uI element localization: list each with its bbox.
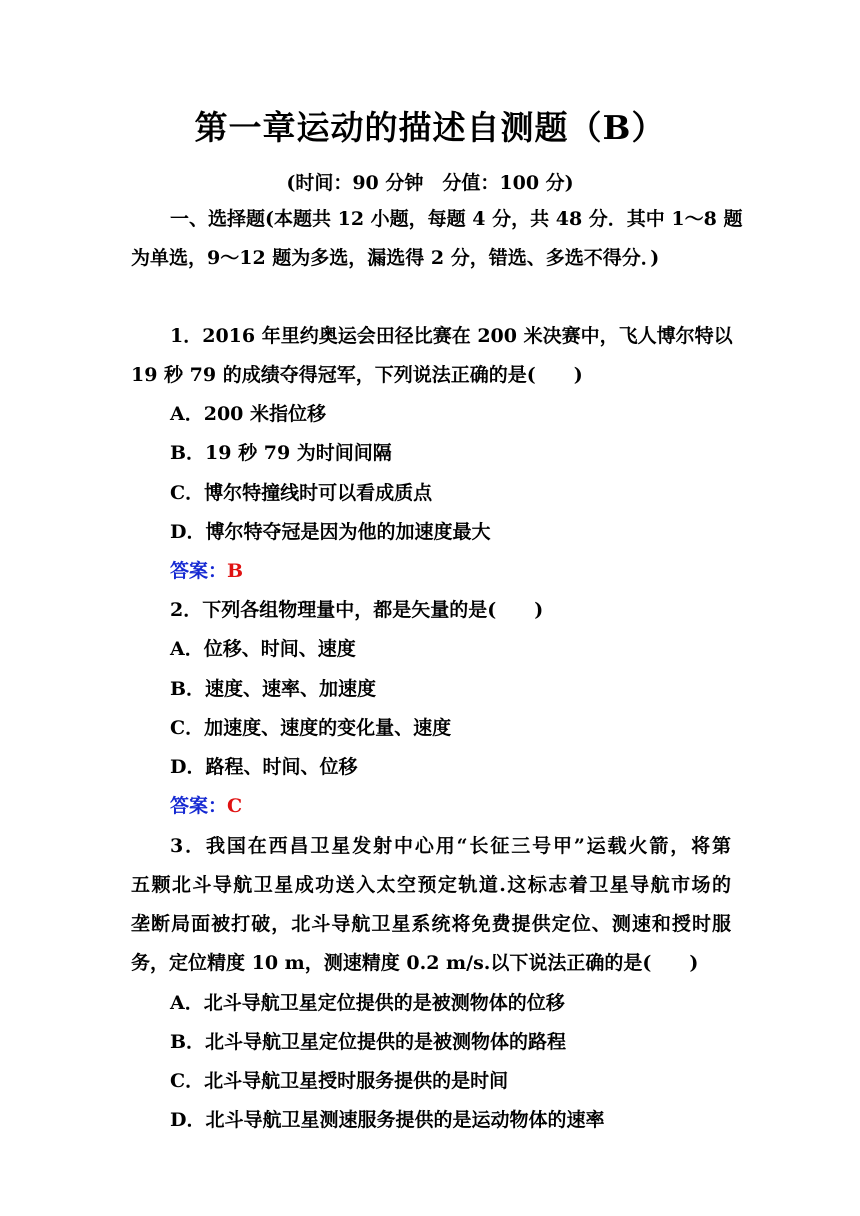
question-2-stem: 2．下列各组物理量中，都是矢量的是( ) bbox=[170, 599, 544, 621]
question-1-option-d: D．博尔特夺冠是因为他的加速度最大 bbox=[170, 521, 491, 543]
question-2-answer bbox=[170, 793, 770, 819]
question-1-stem-line-2: 19 秒 79 的成绩夺得冠军，下列说法正确的是( ) bbox=[131, 364, 583, 386]
question-1-option-b: B．19 秒 79 为时间间隔 bbox=[170, 442, 392, 464]
question-1-stem-line-1: 1．2016 年里约奥运会田径比赛在 200 米决赛中，飞人博尔特以 bbox=[170, 325, 733, 347]
answer-value: B bbox=[227, 560, 244, 582]
section-intro-line-1 bbox=[170, 206, 743, 232]
question-3-option-a: A．北斗导航卫星定位提供的是被测物体的位移 bbox=[170, 992, 565, 1014]
question-3-stem-line-1: 3．我国在西昌卫星发射中心用“长征三号甲”运载火箭，将第 bbox=[170, 835, 731, 857]
answer-value: C bbox=[227, 795, 243, 817]
answer-label: 答案： bbox=[170, 560, 228, 582]
exam-info: (时间：90 分钟 分值：100 分) bbox=[286, 172, 574, 194]
question-1-answer bbox=[170, 558, 770, 584]
page-title: 第一章运动的描述自测题（B） bbox=[194, 108, 666, 147]
question-3-option-d: D．北斗导航卫星测速服务提供的是运动物体的速率 bbox=[170, 1109, 605, 1131]
section-intro-line-2: 为单选，9～12 题为多选，漏选得 2 分，错选、多选不得分．) bbox=[131, 247, 660, 269]
question-2-option-d: D．路程、时间、位移 bbox=[170, 756, 358, 778]
question-2-option-c: C．加速度、速度的变化量、速度 bbox=[170, 717, 452, 739]
question-1-option-a: A．200 米指位移 bbox=[170, 403, 327, 425]
question-3-stem-line-2: 五颗北斗导航卫星成功送入太空预定轨道.这标志着卫星导航市场的 bbox=[131, 874, 731, 896]
question-2-option-b: B．速度、速率、加速度 bbox=[170, 678, 377, 700]
question-3-option-b: B．北斗导航卫星定位提供的是被测物体的路程 bbox=[170, 1031, 567, 1053]
question-1-option-c: C．博尔特撞线时可以看成质点 bbox=[170, 482, 433, 504]
question-3-option-c: C．北斗导航卫星授时服务提供的是时间 bbox=[170, 1070, 509, 1092]
section-intro-text: (本题共 12 小题，每题 4 分，共 48 分．其中 1～8 题 bbox=[265, 208, 743, 230]
section-heading: 一、选择题 bbox=[170, 208, 266, 230]
question-3-stem-line-4: 务，定位精度 10 m，测速精度 0.2 m/s.以下说法正确的是( ) bbox=[131, 952, 699, 974]
answer-label: 答案： bbox=[170, 795, 228, 817]
question-2-option-a: A．位移、时间、速度 bbox=[170, 638, 356, 660]
question-3-stem-line-3: 垄断局面被打破，北斗导航卫星系统将免费提供定位、测速和授时服 bbox=[131, 913, 731, 935]
